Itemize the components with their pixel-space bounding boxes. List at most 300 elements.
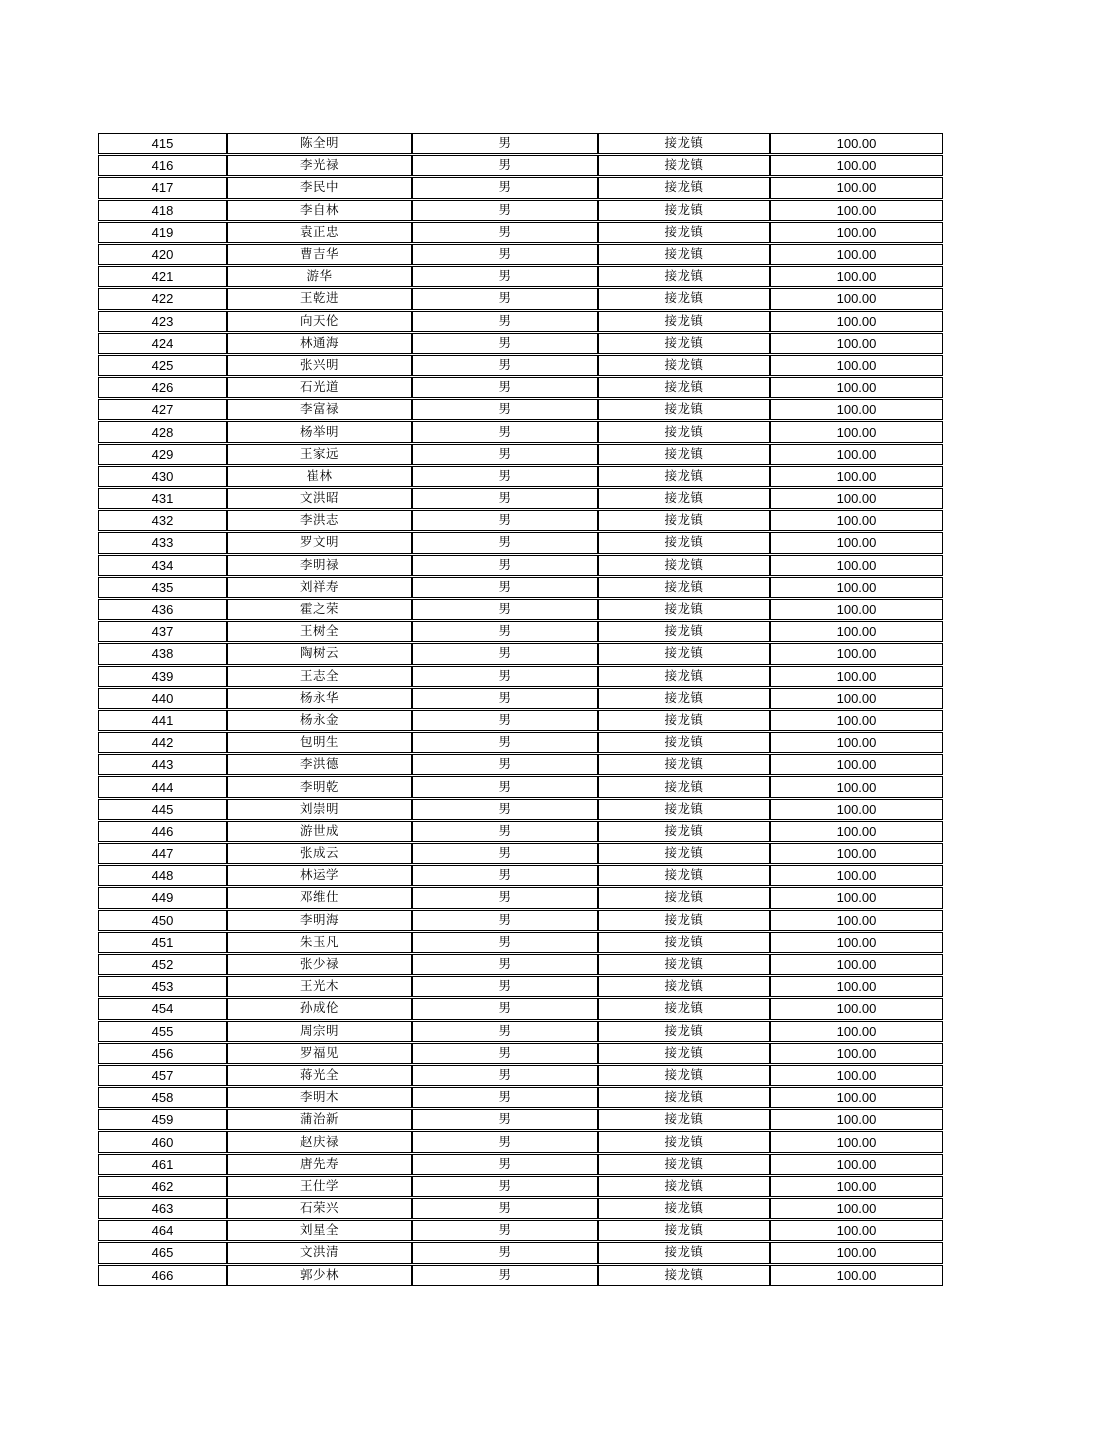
cell-person-name: 王仕学 <box>227 1176 412 1197</box>
cell-serial-number: 437 <box>98 621 227 642</box>
cell-serial-number: 431 <box>98 488 227 509</box>
table-row <box>98 1154 943 1175</box>
table-row <box>98 887 943 908</box>
cell-town: 接龙镇 <box>598 821 770 842</box>
cell-town: 接龙镇 <box>598 1265 770 1286</box>
cell-amount: 100.00 <box>770 1176 943 1197</box>
cell-serial-number: 448 <box>98 865 227 886</box>
cell-town: 接龙镇 <box>598 377 770 398</box>
cell-amount: 100.00 <box>770 799 943 820</box>
cell-amount: 100.00 <box>770 311 943 332</box>
cell-amount: 100.00 <box>770 621 943 642</box>
cell-person-name: 李洪志 <box>227 510 412 531</box>
table-row <box>98 932 943 953</box>
cell-town: 接龙镇 <box>598 732 770 753</box>
cell-person-name: 张兴明 <box>227 355 412 376</box>
cell-serial-number: 416 <box>98 155 227 176</box>
cell-town: 接龙镇 <box>598 643 770 664</box>
cell-person-name: 王家远 <box>227 444 412 465</box>
cell-town: 接龙镇 <box>598 510 770 531</box>
cell-serial-number: 440 <box>98 688 227 709</box>
table-row <box>98 643 943 664</box>
cell-serial-number: 421 <box>98 266 227 287</box>
cell-gender: 男 <box>412 688 598 709</box>
cell-person-name: 李明禄 <box>227 555 412 576</box>
cell-town: 接龙镇 <box>598 532 770 553</box>
cell-person-name: 游华 <box>227 266 412 287</box>
table-row <box>98 688 943 709</box>
cell-gender: 男 <box>412 1265 598 1286</box>
cell-gender: 男 <box>412 510 598 531</box>
cell-town: 接龙镇 <box>598 843 770 864</box>
cell-gender: 男 <box>412 910 598 931</box>
cell-person-name: 曹吉华 <box>227 244 412 265</box>
table-row <box>98 1198 943 1219</box>
table-row <box>98 1265 943 1286</box>
cell-serial-number: 432 <box>98 510 227 531</box>
cell-gender: 男 <box>412 621 598 642</box>
table-row <box>98 244 943 265</box>
cell-serial-number: 445 <box>98 799 227 820</box>
cell-person-name: 杨永华 <box>227 688 412 709</box>
cell-amount: 100.00 <box>770 1220 943 1241</box>
cell-town: 接龙镇 <box>598 1154 770 1175</box>
cell-gender: 男 <box>412 421 598 442</box>
cell-person-name: 朱玉凡 <box>227 932 412 953</box>
cell-serial-number: 441 <box>98 710 227 731</box>
cell-amount: 100.00 <box>770 1065 943 1086</box>
cell-person-name: 石光道 <box>227 377 412 398</box>
cell-person-name: 王光木 <box>227 976 412 997</box>
cell-town: 接龙镇 <box>598 421 770 442</box>
cell-person-name: 游世成 <box>227 821 412 842</box>
cell-person-name: 周宗明 <box>227 1021 412 1042</box>
cell-town: 接龙镇 <box>598 1176 770 1197</box>
cell-serial-number: 438 <box>98 643 227 664</box>
cell-person-name: 邓维仕 <box>227 887 412 908</box>
cell-person-name: 李光禄 <box>227 155 412 176</box>
cell-gender: 男 <box>412 643 598 664</box>
cell-gender: 男 <box>412 799 598 820</box>
table-row <box>98 776 943 797</box>
cell-person-name: 唐先寿 <box>227 1154 412 1175</box>
cell-town: 接龙镇 <box>598 444 770 465</box>
cell-gender: 男 <box>412 1198 598 1219</box>
cell-person-name: 李明木 <box>227 1087 412 1108</box>
cell-town: 接龙镇 <box>598 976 770 997</box>
cell-amount: 100.00 <box>770 333 943 354</box>
cell-amount: 100.00 <box>770 377 943 398</box>
cell-person-name: 杨永金 <box>227 710 412 731</box>
cell-person-name: 陶树云 <box>227 643 412 664</box>
cell-gender: 男 <box>412 155 598 176</box>
cell-person-name: 李明乾 <box>227 776 412 797</box>
cell-serial-number: 430 <box>98 466 227 487</box>
cell-amount: 100.00 <box>770 1109 943 1130</box>
table-row <box>98 1220 943 1241</box>
cell-gender: 男 <box>412 200 598 221</box>
cell-gender: 男 <box>412 865 598 886</box>
cell-serial-number: 422 <box>98 288 227 309</box>
cell-town: 接龙镇 <box>598 621 770 642</box>
cell-town: 接龙镇 <box>598 666 770 687</box>
table-row <box>98 954 943 975</box>
cell-gender: 男 <box>412 577 598 598</box>
cell-person-name: 文洪昭 <box>227 488 412 509</box>
cell-town: 接龙镇 <box>598 1021 770 1042</box>
table-row <box>98 444 943 465</box>
cell-gender: 男 <box>412 288 598 309</box>
cell-gender: 男 <box>412 954 598 975</box>
table-row <box>98 355 943 376</box>
table-row <box>98 222 943 243</box>
cell-amount: 100.00 <box>770 488 943 509</box>
cell-gender: 男 <box>412 1109 598 1130</box>
cell-town: 接龙镇 <box>598 887 770 908</box>
cell-serial-number: 429 <box>98 444 227 465</box>
cell-town: 接龙镇 <box>598 954 770 975</box>
cell-gender: 男 <box>412 444 598 465</box>
cell-gender: 男 <box>412 133 598 154</box>
cell-serial-number: 415 <box>98 133 227 154</box>
cell-amount: 100.00 <box>770 754 943 775</box>
cell-gender: 男 <box>412 976 598 997</box>
cell-town: 接龙镇 <box>598 266 770 287</box>
cell-serial-number: 449 <box>98 887 227 908</box>
cell-serial-number: 426 <box>98 377 227 398</box>
cell-gender: 男 <box>412 1021 598 1042</box>
roster-table <box>98 132 943 1287</box>
table-row <box>98 577 943 598</box>
cell-town: 接龙镇 <box>598 155 770 176</box>
table-row <box>98 1242 943 1263</box>
cell-person-name: 霍之荣 <box>227 599 412 620</box>
cell-amount: 100.00 <box>770 1198 943 1219</box>
cell-town: 接龙镇 <box>598 710 770 731</box>
cell-person-name: 张成云 <box>227 843 412 864</box>
cell-gender: 男 <box>412 998 598 1019</box>
cell-gender: 男 <box>412 754 598 775</box>
cell-town: 接龙镇 <box>598 1065 770 1086</box>
cell-town: 接龙镇 <box>598 799 770 820</box>
cell-gender: 男 <box>412 666 598 687</box>
cell-person-name: 文洪清 <box>227 1242 412 1263</box>
cell-gender: 男 <box>412 776 598 797</box>
table-row <box>98 998 943 1019</box>
cell-serial-number: 418 <box>98 200 227 221</box>
cell-gender: 男 <box>412 932 598 953</box>
cell-town: 接龙镇 <box>598 865 770 886</box>
cell-serial-number: 451 <box>98 932 227 953</box>
table-row <box>98 555 943 576</box>
table-row <box>98 510 943 531</box>
cell-amount: 100.00 <box>770 288 943 309</box>
cell-gender: 男 <box>412 222 598 243</box>
cell-gender: 男 <box>412 1043 598 1064</box>
cell-town: 接龙镇 <box>598 688 770 709</box>
cell-gender: 男 <box>412 244 598 265</box>
cell-amount: 100.00 <box>770 466 943 487</box>
cell-serial-number: 452 <box>98 954 227 975</box>
cell-amount: 100.00 <box>770 577 943 598</box>
cell-serial-number: 444 <box>98 776 227 797</box>
cell-town: 接龙镇 <box>598 200 770 221</box>
table-row <box>98 1021 943 1042</box>
cell-gender: 男 <box>412 266 598 287</box>
cell-town: 接龙镇 <box>598 133 770 154</box>
cell-person-name: 郭少林 <box>227 1265 412 1286</box>
table-row <box>98 311 943 332</box>
cell-serial-number: 420 <box>98 244 227 265</box>
cell-gender: 男 <box>412 399 598 420</box>
cell-gender: 男 <box>412 1242 598 1263</box>
table-row <box>98 421 943 442</box>
cell-town: 接龙镇 <box>598 754 770 775</box>
table-row <box>98 910 943 931</box>
cell-serial-number: 417 <box>98 177 227 198</box>
cell-town: 接龙镇 <box>598 244 770 265</box>
cell-town: 接龙镇 <box>598 577 770 598</box>
cell-serial-number: 455 <box>98 1021 227 1042</box>
cell-amount: 100.00 <box>770 133 943 154</box>
cell-amount: 100.00 <box>770 399 943 420</box>
cell-person-name: 刘崇明 <box>227 799 412 820</box>
cell-amount: 100.00 <box>770 599 943 620</box>
cell-amount: 100.00 <box>770 887 943 908</box>
table-row <box>98 399 943 420</box>
cell-person-name: 向天伦 <box>227 311 412 332</box>
cell-town: 接龙镇 <box>598 1109 770 1130</box>
cell-town: 接龙镇 <box>598 555 770 576</box>
cell-amount: 100.00 <box>770 1021 943 1042</box>
table-row <box>98 177 943 198</box>
cell-gender: 男 <box>412 466 598 487</box>
cell-amount: 100.00 <box>770 532 943 553</box>
cell-amount: 100.00 <box>770 1087 943 1108</box>
cell-amount: 100.00 <box>770 776 943 797</box>
cell-person-name: 蒲治新 <box>227 1109 412 1130</box>
cell-gender: 男 <box>412 333 598 354</box>
cell-gender: 男 <box>412 1220 598 1241</box>
cell-amount: 100.00 <box>770 1043 943 1064</box>
table-row <box>98 843 943 864</box>
cell-serial-number: 453 <box>98 976 227 997</box>
cell-amount: 100.00 <box>770 421 943 442</box>
cell-gender: 男 <box>412 532 598 553</box>
cell-person-name: 包明生 <box>227 732 412 753</box>
cell-town: 接龙镇 <box>598 333 770 354</box>
cell-gender: 男 <box>412 599 598 620</box>
cell-amount: 100.00 <box>770 222 943 243</box>
cell-town: 接龙镇 <box>598 998 770 1019</box>
cell-amount: 100.00 <box>770 555 943 576</box>
cell-amount: 100.00 <box>770 444 943 465</box>
cell-person-name: 王乾进 <box>227 288 412 309</box>
cell-town: 接龙镇 <box>598 288 770 309</box>
table-row <box>98 799 943 820</box>
cell-town: 接龙镇 <box>598 1087 770 1108</box>
cell-person-name: 罗福见 <box>227 1043 412 1064</box>
cell-person-name: 孙成伦 <box>227 998 412 1019</box>
cell-town: 接龙镇 <box>598 932 770 953</box>
cell-person-name: 崔林 <box>227 466 412 487</box>
table-row <box>98 200 943 221</box>
cell-town: 接龙镇 <box>598 910 770 931</box>
cell-amount: 100.00 <box>770 932 943 953</box>
cell-amount: 100.00 <box>770 710 943 731</box>
table-row <box>98 466 943 487</box>
cell-town: 接龙镇 <box>598 466 770 487</box>
cell-serial-number: 461 <box>98 1154 227 1175</box>
cell-person-name: 林通海 <box>227 333 412 354</box>
cell-town: 接龙镇 <box>598 177 770 198</box>
cell-town: 接龙镇 <box>598 1220 770 1241</box>
cell-town: 接龙镇 <box>598 488 770 509</box>
cell-serial-number: 427 <box>98 399 227 420</box>
cell-gender: 男 <box>412 821 598 842</box>
cell-amount: 100.00 <box>770 910 943 931</box>
roster-table-body <box>98 133 943 1286</box>
cell-town: 接龙镇 <box>598 776 770 797</box>
cell-person-name: 王树全 <box>227 621 412 642</box>
cell-person-name: 李洪德 <box>227 754 412 775</box>
cell-serial-number: 462 <box>98 1176 227 1197</box>
cell-person-name: 袁正忠 <box>227 222 412 243</box>
cell-amount: 100.00 <box>770 1131 943 1152</box>
cell-serial-number: 443 <box>98 754 227 775</box>
cell-gender: 男 <box>412 732 598 753</box>
cell-serial-number: 442 <box>98 732 227 753</box>
cell-serial-number: 419 <box>98 222 227 243</box>
cell-amount: 100.00 <box>770 1154 943 1175</box>
table-row <box>98 621 943 642</box>
cell-serial-number: 454 <box>98 998 227 1019</box>
cell-town: 接龙镇 <box>598 355 770 376</box>
cell-serial-number: 433 <box>98 532 227 553</box>
cell-gender: 男 <box>412 1065 598 1086</box>
cell-serial-number: 460 <box>98 1131 227 1152</box>
cell-gender: 男 <box>412 1131 598 1152</box>
cell-gender: 男 <box>412 377 598 398</box>
cell-gender: 男 <box>412 555 598 576</box>
cell-town: 接龙镇 <box>598 1242 770 1263</box>
cell-amount: 100.00 <box>770 266 943 287</box>
cell-town: 接龙镇 <box>598 1043 770 1064</box>
cell-person-name: 陈全明 <box>227 133 412 154</box>
cell-serial-number: 459 <box>98 1109 227 1130</box>
cell-serial-number: 435 <box>98 577 227 598</box>
table-row <box>98 155 943 176</box>
cell-serial-number: 423 <box>98 311 227 332</box>
table-row <box>98 488 943 509</box>
cell-town: 接龙镇 <box>598 399 770 420</box>
cell-serial-number: 434 <box>98 555 227 576</box>
table-row <box>98 288 943 309</box>
cell-serial-number: 465 <box>98 1242 227 1263</box>
cell-town: 接龙镇 <box>598 1198 770 1219</box>
cell-person-name: 王志全 <box>227 666 412 687</box>
cell-gender: 男 <box>412 1176 598 1197</box>
table-row <box>98 266 943 287</box>
cell-serial-number: 466 <box>98 1265 227 1286</box>
cell-person-name: 李明海 <box>227 910 412 931</box>
cell-gender: 男 <box>412 177 598 198</box>
cell-person-name: 石荣兴 <box>227 1198 412 1219</box>
cell-serial-number: 436 <box>98 599 227 620</box>
cell-amount: 100.00 <box>770 732 943 753</box>
table-row <box>98 599 943 620</box>
cell-amount: 100.00 <box>770 1265 943 1286</box>
table-row <box>98 1087 943 1108</box>
table-row <box>98 666 943 687</box>
cell-amount: 100.00 <box>770 200 943 221</box>
cell-serial-number: 450 <box>98 910 227 931</box>
cell-serial-number: 463 <box>98 1198 227 1219</box>
cell-person-name: 蒋光全 <box>227 1065 412 1086</box>
cell-amount: 100.00 <box>770 843 943 864</box>
table-row <box>98 532 943 553</box>
cell-person-name: 罗文明 <box>227 532 412 553</box>
cell-amount: 100.00 <box>770 510 943 531</box>
table-row <box>98 1131 943 1152</box>
table-row <box>98 1043 943 1064</box>
table-row <box>98 1109 943 1130</box>
table-row <box>98 976 943 997</box>
cell-person-name: 刘星全 <box>227 1220 412 1241</box>
cell-person-name: 李自林 <box>227 200 412 221</box>
table-row <box>98 133 943 154</box>
table-row <box>98 865 943 886</box>
cell-amount: 100.00 <box>770 954 943 975</box>
cell-amount: 100.00 <box>770 177 943 198</box>
table-row <box>98 732 943 753</box>
cell-amount: 100.00 <box>770 998 943 1019</box>
cell-serial-number: 464 <box>98 1220 227 1241</box>
table-row <box>98 821 943 842</box>
cell-amount: 100.00 <box>770 244 943 265</box>
cell-person-name: 杨举明 <box>227 421 412 442</box>
cell-amount: 100.00 <box>770 976 943 997</box>
cell-person-name: 刘祥寿 <box>227 577 412 598</box>
table-row <box>98 1176 943 1197</box>
cell-serial-number: 424 <box>98 333 227 354</box>
cell-amount: 100.00 <box>770 821 943 842</box>
cell-serial-number: 425 <box>98 355 227 376</box>
table-row <box>98 710 943 731</box>
cell-amount: 100.00 <box>770 643 943 664</box>
cell-serial-number: 458 <box>98 1087 227 1108</box>
cell-town: 接龙镇 <box>598 599 770 620</box>
cell-person-name: 张少禄 <box>227 954 412 975</box>
cell-amount: 100.00 <box>770 155 943 176</box>
table-row <box>98 754 943 775</box>
cell-gender: 男 <box>412 488 598 509</box>
cell-town: 接龙镇 <box>598 311 770 332</box>
cell-town: 接龙镇 <box>598 222 770 243</box>
cell-amount: 100.00 <box>770 865 943 886</box>
table-row <box>98 1065 943 1086</box>
cell-person-name: 林运学 <box>227 865 412 886</box>
cell-serial-number: 439 <box>98 666 227 687</box>
cell-amount: 100.00 <box>770 666 943 687</box>
cell-amount: 100.00 <box>770 355 943 376</box>
cell-serial-number: 428 <box>98 421 227 442</box>
cell-serial-number: 456 <box>98 1043 227 1064</box>
cell-amount: 100.00 <box>770 688 943 709</box>
cell-gender: 男 <box>412 843 598 864</box>
cell-gender: 男 <box>412 355 598 376</box>
cell-amount: 100.00 <box>770 1242 943 1263</box>
